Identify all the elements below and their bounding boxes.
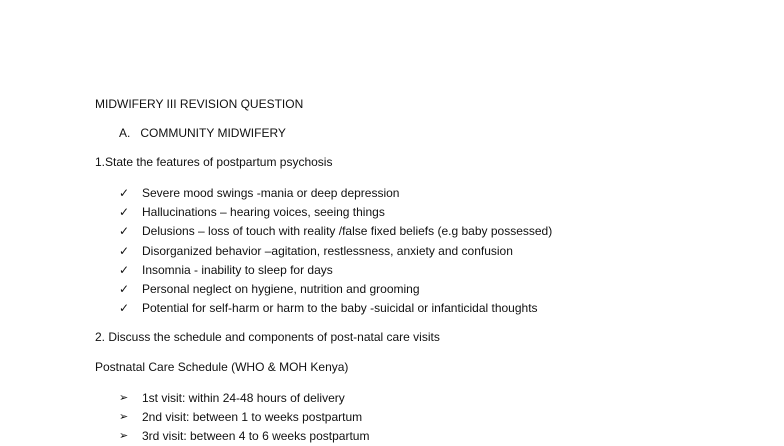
- visit-text: 3rd visit: between 4 to 6 weeks postpartum: [142, 429, 370, 444]
- question-2: 2. Discuss the schedule and components of post-natal care visits: [95, 330, 440, 344]
- checkmark-icon: ✓: [119, 204, 130, 219]
- section-marker: A.: [119, 126, 131, 140]
- feature-text: Potential for self-harm or harm to the baby -suicidal or infanticidal thoughts: [142, 301, 538, 316]
- section-label: COMMUNITY MIDWIFERY: [140, 126, 286, 140]
- list-item: [119, 427, 369, 446]
- checkmark-icon: ✓: [119, 262, 130, 277]
- feature-text: Delusions – loss of touch with reality /false fixed beliefs (e.g baby possessed): [142, 224, 553, 239]
- checkmark-icon: ✓: [119, 185, 130, 200]
- arrowhead-icon: ➢: [119, 391, 129, 404]
- checkmark-icon: ✓: [119, 301, 130, 316]
- visits-list: [119, 388, 369, 446]
- list-item: [119, 407, 369, 426]
- feature-text: Personal neglect on hygiene, nutrition and grooming: [142, 282, 420, 297]
- feature-text: Disorganized behavior –agitation, restlessness, anxiety and confusion: [142, 243, 513, 258]
- list-item: [119, 183, 552, 202]
- features-list: [119, 183, 552, 318]
- arrowhead-icon: ➢: [119, 430, 129, 443]
- section-heading: [119, 126, 286, 140]
- list-item: [119, 202, 552, 221]
- list-item: [119, 388, 369, 407]
- schedule-heading: Postnatal Care Schedule (WHO & MOH Kenya): [95, 360, 349, 374]
- arrowhead-icon: ➢: [119, 410, 129, 423]
- list-item: [119, 279, 552, 298]
- feature-text: Severe mood swings -mania or deep depression: [142, 185, 400, 200]
- feature-text: Hallucinations – hearing voices, seeing things: [142, 204, 385, 219]
- checkmark-icon: ✓: [119, 243, 130, 258]
- checkmark-icon: ✓: [119, 224, 130, 239]
- list-item: [119, 299, 552, 318]
- document-title: MIDWIFERY III REVISION QUESTION: [95, 97, 304, 111]
- visit-text: 2nd visit: between 1 to weeks postpartum: [142, 409, 363, 424]
- list-item: [119, 222, 552, 241]
- checkmark-icon: ✓: [119, 282, 130, 297]
- list-item: [119, 260, 552, 279]
- list-item: [119, 241, 552, 260]
- question-1: 1.State the features of postpartum psychosis: [95, 155, 333, 169]
- visit-text: 1st visit: within 24-48 hours of delivery: [142, 390, 345, 405]
- feature-text: Insomnia - inability to sleep for days: [142, 262, 333, 277]
